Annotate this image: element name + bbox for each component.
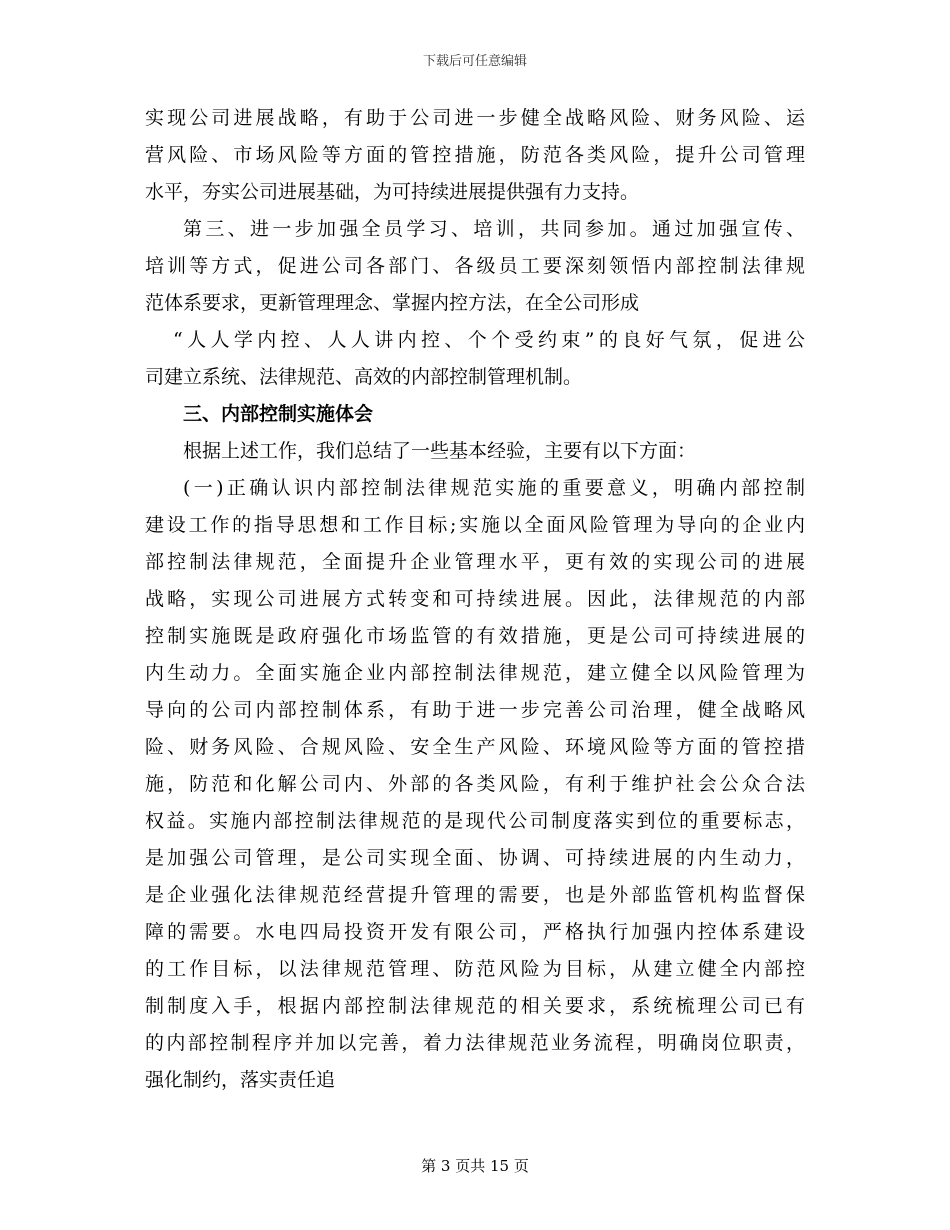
body-line: 障的需要。水电四局投资开发有限公司，严格执行加强内控体系建设: [145, 921, 805, 943]
body-line: 险、财务风险、合规风险、安全生产风险、环境风险等方面的管控措: [145, 736, 805, 758]
body-line: 控制实施既是政府强化市场监管的有效措施，更是公司可持续进展的: [145, 625, 805, 647]
document-body: [145, 100, 805, 1099]
body-line: 施，防范和化解公司内、外部的各类风险，有利于维护社会公众合法: [145, 773, 805, 795]
section-heading: 三、内部控制实施体会: [183, 403, 374, 425]
body-line: 内生动力。全面实施企业内部控制法律规范，建立健全以风险管理为: [145, 662, 805, 684]
body-line: 第三、进一步加强全员学习、培训，共同参加。通过加强宣传、: [183, 218, 805, 240]
body-line: 的内部控制程序并加以完善，着力法律规范业务流程，明确岗位职责，: [145, 1032, 805, 1054]
page-header: 下载后可任意编辑: [422, 54, 527, 69]
body-line: 战略，实现公司进展方式转变和可持续进展。因此，法律规范的内部: [145, 588, 805, 610]
body-line: (一)正确认识内部控制法律规范实施的重要意义，明确内部控制: [183, 477, 805, 499]
body-line: 权益。实施内部控制法律规范的是现代公司制度落实到位的重要标志，: [145, 810, 805, 832]
body-line: 建设工作的指导思想和工作目标;实施以全面风险管理为导向的企业内: [145, 514, 805, 536]
body-line: 实现公司进展战略，有助于公司进一步健全战略风险、财务风险、运: [145, 107, 805, 129]
body-line: 培训等方式，促进公司各部门、各级员工要深刻领悟内部控制法律规: [145, 255, 805, 277]
body-line: 司建立系统、法律规范、高效的内部控制管理机制。: [145, 366, 583, 388]
body-line: 是加强公司管理，是公司实现全面、协调、可持续进展的内生动力，: [145, 847, 805, 869]
body-line: 的工作目标，以法律规范管理、防范风险为目标，从建立健全内部控: [145, 958, 805, 980]
body-line: 制制度入手，根据内部控制法律规范的相关要求，系统梳理公司已有: [145, 995, 805, 1017]
page-number: 第 3 页共 15 页: [421, 1157, 529, 1175]
body-line: 是企业强化法律规范经营提升管理的需要，也是外部监管机构监督保: [145, 884, 805, 906]
body-line: 范体系要求，更新管理理念、掌握内控方法，在全公司形成: [145, 292, 640, 314]
body-line: “人人学内控、人人讲内控、个个受约束”的良好气氛，促进公: [173, 329, 805, 351]
body-line: 营风险、市场风险等方面的管控措施，防范各类风险，提升公司管理: [145, 144, 805, 166]
body-line: 部控制法律规范，全面提升企业管理水平，更有效的实现公司的进展: [145, 551, 805, 573]
body-line: 导向的公司内部控制体系，有助于进一步完善公司治理，健全战略风: [145, 699, 805, 721]
body-line: 强化制约，落实责任追: [145, 1069, 336, 1091]
body-line: 水平，夯实公司进展基础，为可持续进展提供强有力支持。: [145, 181, 640, 203]
body-line: 根据上述工作，我们总结了一些基本经验，主要有以下方面：: [183, 440, 697, 462]
